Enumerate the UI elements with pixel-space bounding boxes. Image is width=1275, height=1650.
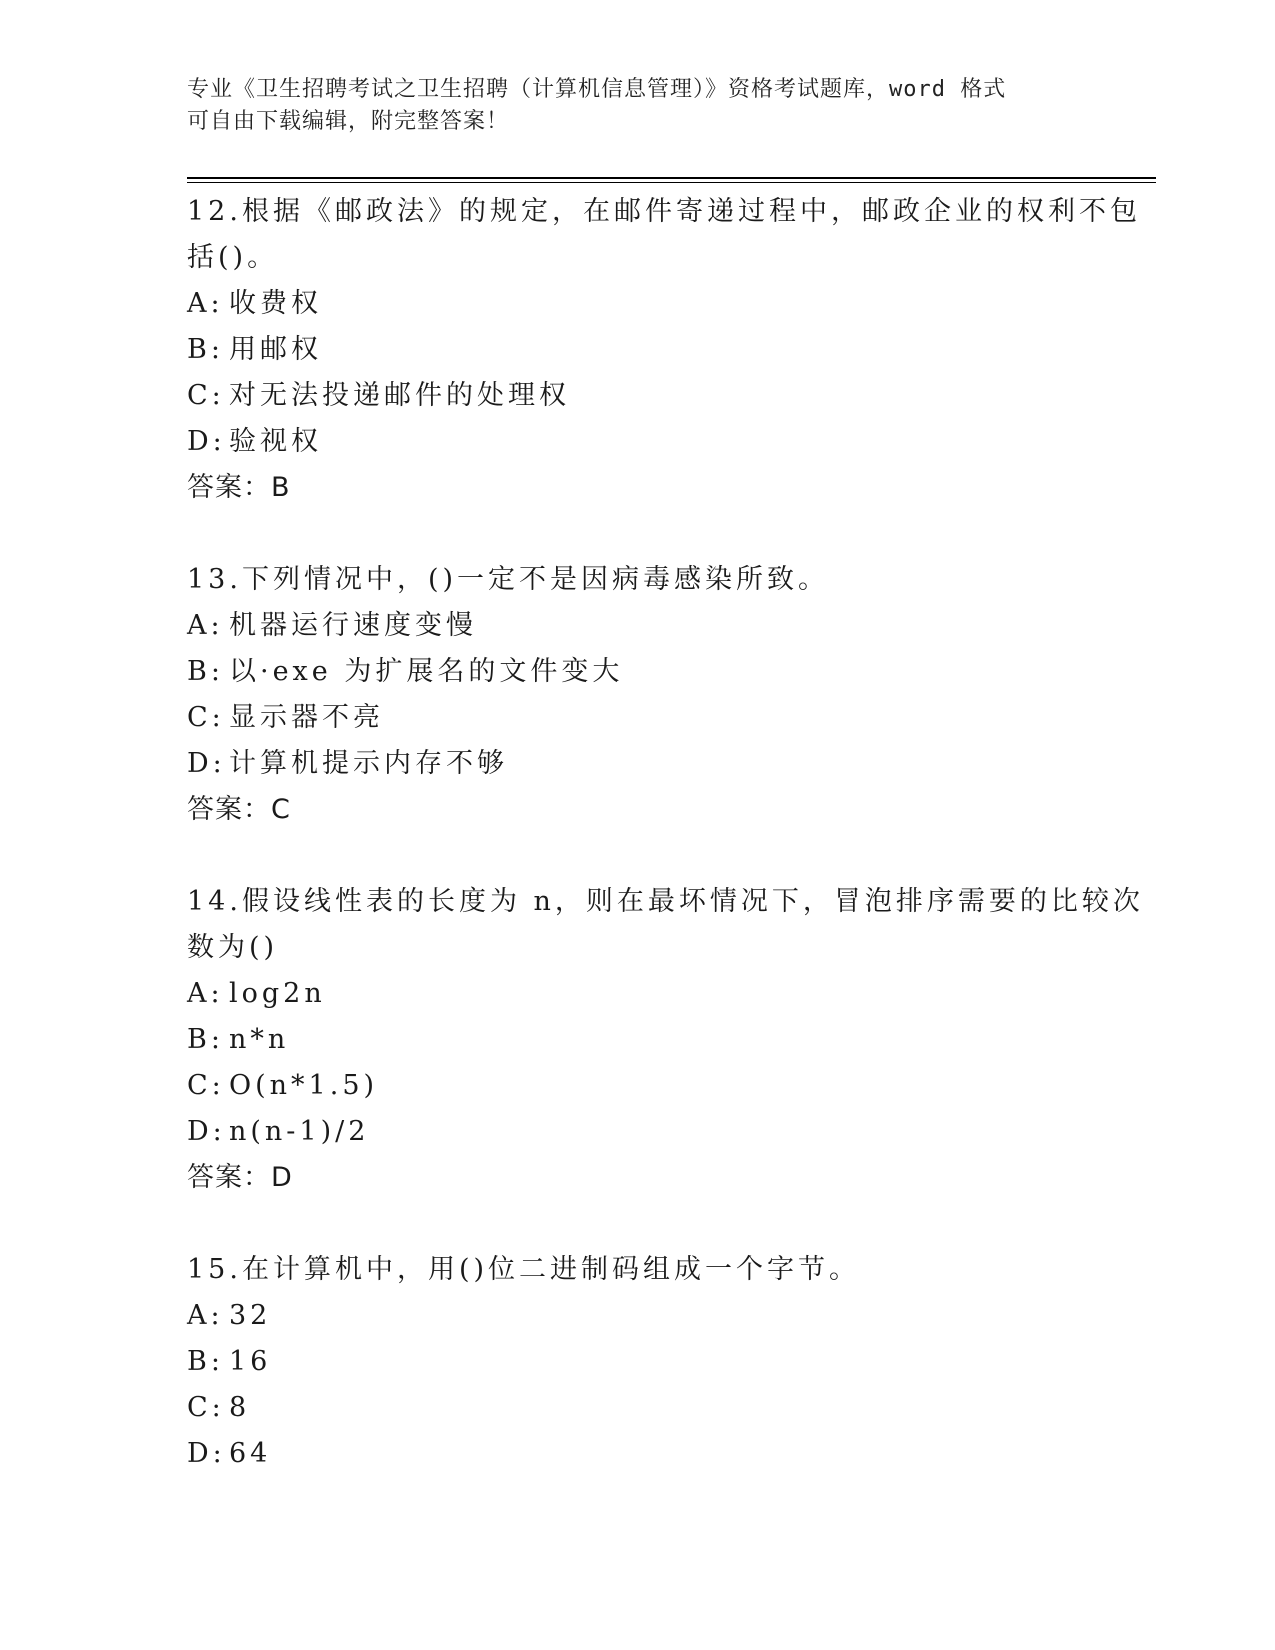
option-text: 显示器不亮 (229, 702, 384, 733)
option-text: 64 (229, 1438, 272, 1469)
option-key: B: (187, 1024, 224, 1055)
question-stem-line: 13.下列情况中，()一定不是因病毒感染所致。 (187, 564, 830, 595)
option-text: O(n*1.5) (229, 1070, 379, 1101)
option-text: n(n-1)/2 (229, 1116, 370, 1147)
option-text: 对无法投递邮件的处理权 (229, 380, 570, 411)
question-stem (187, 879, 1144, 971)
question-item (187, 557, 1087, 879)
header-line-2: 可自由下载编辑，附完整答案！ (187, 109, 510, 134)
header-divider-thick (187, 177, 1156, 179)
answer-line: 答案：C (187, 794, 291, 825)
option-key: B: (187, 656, 224, 687)
option-b (187, 1017, 1087, 1063)
option-key: C: (187, 1070, 225, 1101)
option-text: 以·exe 为扩展名的文件变大 (229, 656, 624, 687)
question-item (187, 189, 1141, 557)
question-stem (187, 189, 1141, 281)
question-spacer (187, 1201, 1087, 1247)
option-d (187, 419, 1087, 465)
option-text: n*n (229, 1024, 290, 1055)
header-line-1: 专业《卫生招聘考试之卫生招聘（计算机信息管理）》资格考试题库，word 格式 (187, 77, 1007, 102)
option-c (187, 695, 1087, 741)
option-b (187, 1339, 1087, 1385)
option-text: 32 (229, 1300, 272, 1331)
question-spacer (187, 511, 1087, 557)
document-header (187, 74, 1087, 138)
question-stem (187, 1247, 1087, 1293)
option-b (187, 649, 1087, 695)
question-stem-line: 数为() (187, 932, 279, 963)
option-key: D: (187, 748, 226, 779)
option-key: A: (187, 288, 224, 319)
option-key: B: (187, 334, 224, 365)
option-text: 计算机提示内存不够 (229, 748, 508, 779)
option-text: 8 (229, 1392, 251, 1423)
option-d (187, 1431, 1087, 1477)
question-list (187, 189, 1144, 1477)
option-c (187, 373, 1087, 419)
option-key: D: (187, 426, 226, 457)
option-a (187, 281, 1087, 327)
option-key: A: (187, 1300, 224, 1331)
option-text: 验视权 (229, 426, 322, 457)
option-key: B: (187, 1346, 224, 1377)
option-text: 16 (229, 1346, 272, 1377)
answer-line: 答案：B (187, 472, 291, 503)
option-text: log2n (229, 978, 326, 1009)
option-a (187, 971, 1087, 1017)
option-b (187, 327, 1087, 373)
option-text: 收费权 (229, 288, 322, 319)
option-c (187, 1385, 1087, 1431)
option-a (187, 603, 1087, 649)
question-item (187, 879, 1144, 1247)
option-text: 用邮权 (229, 334, 322, 365)
header-divider-thin (187, 182, 1156, 183)
option-key: A: (187, 978, 224, 1009)
option-key: A: (187, 610, 224, 641)
option-key: C: (187, 702, 225, 733)
option-key: C: (187, 1392, 225, 1423)
option-text: 机器运行速度变慢 (229, 610, 477, 641)
question-stem (187, 557, 1087, 603)
question-stem-line: 12.根据《邮政法》的规定，在邮件寄递过程中，邮政企业的权利不包 (187, 196, 1141, 227)
option-d (187, 741, 1087, 787)
answer-line: 答案：D (187, 1162, 293, 1193)
question-stem-line: 括()。 (187, 242, 279, 273)
question-spacer (187, 833, 1087, 879)
option-a (187, 1293, 1087, 1339)
question-stem-line: 14.假设线性表的长度为 n，则在最坏情况下，冒泡排序需要的比较次 (187, 886, 1144, 917)
question-item (187, 1247, 1087, 1477)
question-stem-line: 15.在计算机中，用()位二进制码组成一个字节。 (187, 1254, 861, 1285)
option-c (187, 1063, 1087, 1109)
option-key: D: (187, 1438, 226, 1469)
option-d (187, 1109, 1087, 1155)
option-key: C: (187, 380, 225, 411)
option-key: D: (187, 1116, 226, 1147)
